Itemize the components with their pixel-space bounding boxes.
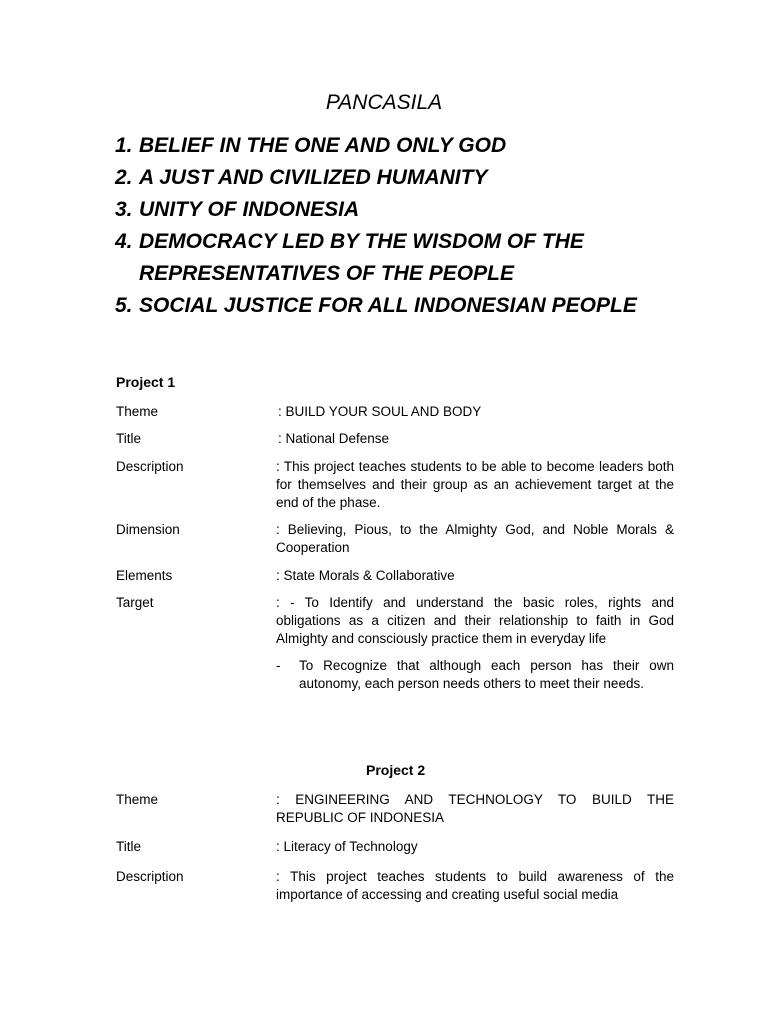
bullet-dash: - [276, 658, 281, 673]
principle-text: SOCIAL JUSTICE FOR ALL INDONESIAN PEOPLE [139, 294, 637, 317]
description-value: : This project teaches students to build awareness of the importance of accessing and creating useful social media [276, 869, 674, 902]
project-2-heading: Project 2 [366, 762, 426, 778]
principle-number: 4. [115, 230, 133, 253]
dimension-value: : Believing, Pious, to the Almighty God, and Noble Morals & Cooperation [276, 522, 674, 555]
target-value: : - To Identify and understand the basic roles, rights and obligations as a citizen and their relationship to faith in God Almighty and consciously practice them in everyday life [276, 595, 674, 646]
theme-value: : BUILD YOUR SOUL AND BODY [278, 404, 482, 419]
theme-label: Theme [116, 792, 159, 807]
bullet-text: To Recognize that although each person has their own autonomy, each person needs others to meet their needs. [299, 658, 674, 691]
description-label: Description [116, 459, 184, 474]
target-label: Target [116, 595, 154, 610]
theme-label: Theme [116, 404, 159, 419]
description-value: : This project teaches students to be able to become leaders both for themselves and their group as an achievement target at the end of the phase. [276, 459, 674, 510]
project-1-heading: Project 1 [116, 374, 176, 390]
principle-item [115, 162, 715, 194]
theme-value: : ENGINEERING AND TECHNOLOGY TO BUILD THE REPUBLIC OF INDONESIA [276, 792, 674, 825]
project-1-section [116, 373, 676, 691]
title-label: Title [116, 431, 142, 446]
elements-label: Elements [116, 568, 173, 583]
principle-item [115, 226, 715, 290]
document-title: PANCASILA [325, 91, 443, 114]
elements-value: : State Morals & Collaborative [276, 568, 455, 583]
principle-number: 2. [115, 166, 133, 189]
principle-item [115, 290, 715, 322]
principle-item [115, 194, 715, 226]
principle-text: BELIEF IN THE ONE AND ONLY GOD [139, 134, 507, 157]
principle-text: UNITY OF INDONESIA [139, 198, 360, 221]
title-value: : National Defense [278, 431, 390, 446]
description-label: Description [116, 869, 184, 884]
principle-text: DEMOCRACY LED BY THE WISDOM OF THE REPRESENTATIVES OF THE PEOPLE [139, 230, 584, 285]
principles-list [115, 130, 715, 322]
principle-item [115, 130, 715, 162]
title-value: : Literacy of Technology [276, 839, 418, 854]
title-label: Title [116, 839, 142, 854]
principle-number: 3. [115, 198, 133, 221]
principle-text: A JUST AND CIVILIZED HUMANITY [139, 166, 488, 189]
dimension-label: Dimension [116, 522, 180, 537]
principle-number: 1. [115, 134, 133, 157]
principle-number: 5. [115, 294, 133, 317]
